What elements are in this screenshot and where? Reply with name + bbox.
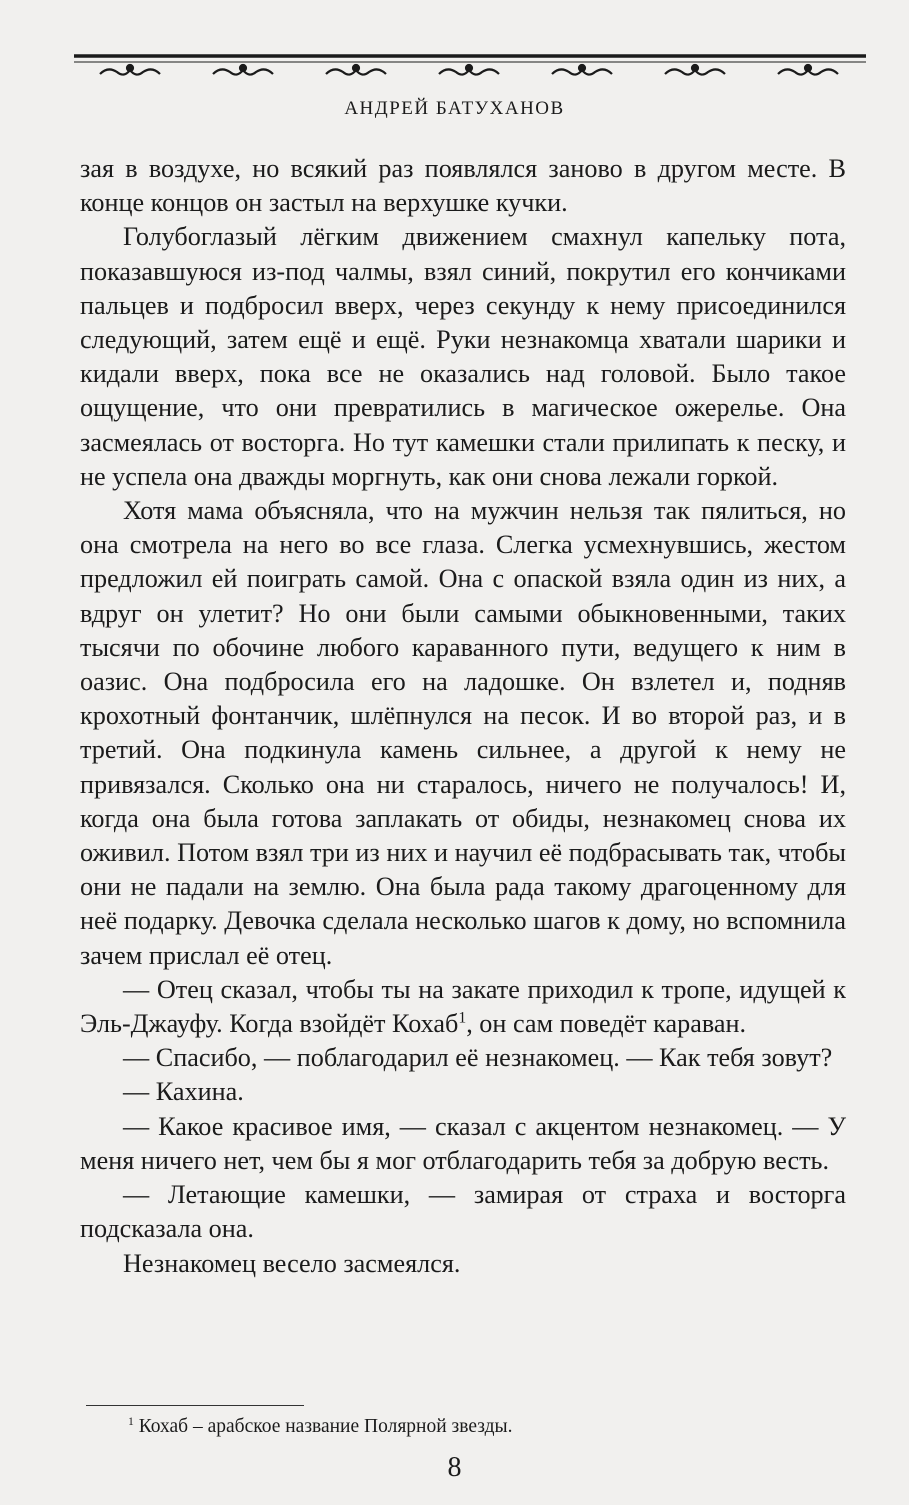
paragraph-dialogue: — Летающие камешки, — замирая от страха и восторга подсказала она. — [80, 1180, 846, 1244]
page-number: 8 — [447, 1452, 462, 1483]
ornamental-border — [74, 48, 866, 88]
ornament-dot — [466, 65, 472, 71]
footnote-marker: 1 — [128, 1414, 134, 1428]
footnote — [128, 1416, 513, 1438]
footnote-ref: 1 — [458, 1009, 467, 1027]
ornament-dot — [240, 65, 246, 71]
ornament-dot — [805, 65, 811, 71]
ornament-dot — [579, 65, 585, 71]
footnote-divider — [86, 1405, 304, 1406]
running-header: АНДРЕЙ БАТУХАНОВ — [344, 98, 565, 119]
paragraph: Голубоглазый лёгким движением смахнул капельку пота, показавшуюся из-под чалмы, взял синий, покрутил его кончиками пальцев и подбросил вверх, через секунду к нему присоединился следующий, затем ещё и ещё. Руки незнакомца хватали шарики и кидали вверх, пока все не оказались над головой. Было такое ощущение, что они превратились в магическое ожерелье. Она засмеялась от восторга. Но тут камешки стали прилипать к песку, и не успела она дважды моргнуть, как они снова лежали горкой. — [80, 222, 846, 491]
paragraph-dialogue — [80, 973, 846, 1041]
paragraph-dialogue: — Какое красивое имя, — сказал с акцентом незнакомец. — У меня ничего нет, чем бы я мог отблагодарить тебя за добрую весть. — [80, 1111, 846, 1175]
paragraph: зая в воздухе, но всякий раз появлялся заново в другом месте. В конце концов он застыл на верхушке кучки. — [80, 154, 846, 218]
dialogue-text: , он сам поведёт караван. — [466, 1009, 747, 1039]
ornament-dot — [127, 65, 133, 71]
dialogue-text: — Отец сказал, чтобы ты на закате приходил к тропе, идущей к Эль-Джауфу. Когда взойдёт Кохаб — [80, 974, 846, 1039]
ornament-dot — [692, 65, 698, 71]
paragraph: Хотя мама объясняла, что на мужчин нельзя так пялиться, но она смотрела на него во все глаза. Слегка усмехнувшись, жестом предложил ей поиграть самой. Она с опаской взяла один из них, а вдруг он улетит? Но они были самыми обыкновенными, таких тысячи по обочине любого караванного пути, ведущего к ним в оазис. Она подбросила его на ладошке. Он взлетел и, подняв крохотный фонтанчик, шлёпнулся на песок. И во второй раз, и в третий. Она подкинула камень сильнее, а другой к нему не привязался. Сколько она ни старалось, ничего не получалось! И, когда она была готова заплакать от обиды, незнакомец снова их оживил. Потом взял три из них и научил её подбрасывать так, чтобы они не падали на землю. Она была рада такому драгоценному для неё подарку. Девочка сделала несколько шагов к дому, но вспомнила зачем прислал её отец. — [80, 496, 846, 970]
paragraph-dialogue: — Кахина. — [123, 1077, 244, 1107]
body-text — [80, 152, 846, 1281]
paragraph: Незнакомец весело засмеялся. — [123, 1248, 461, 1278]
ornament-dot — [353, 65, 359, 71]
footnote-text: Кохаб – арабское название Полярной звезды. — [133, 1416, 513, 1437]
paragraph-dialogue: — Спасибо, — поблагодарил её незнакомец. — Как тебя зовут? — [123, 1043, 833, 1073]
